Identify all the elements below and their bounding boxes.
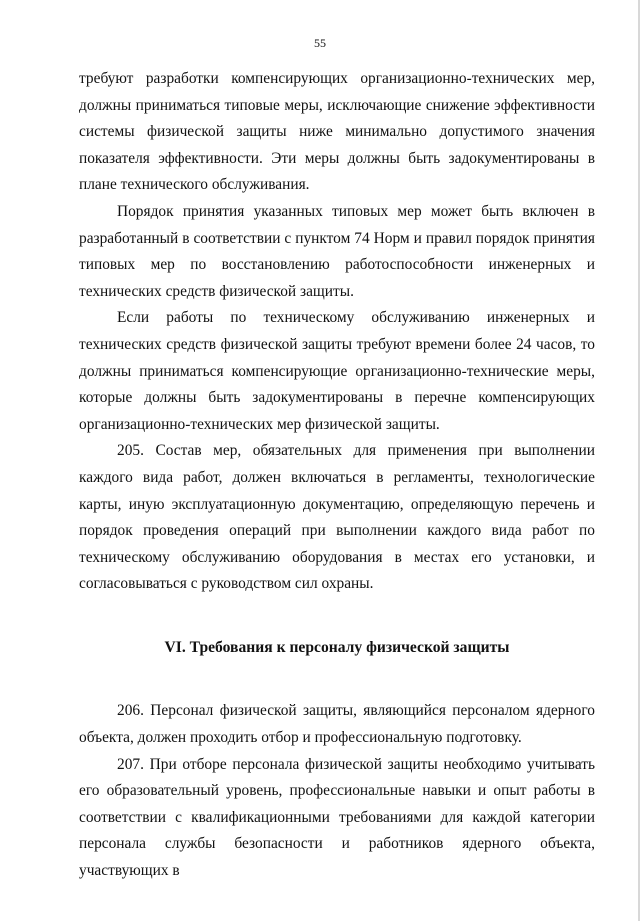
paragraph-continuation: требуют разработки компенсирующих организационно-технических мер, должны приниматься типовые меры, исключающие снижение эффективности системы физической защиты ниже минимально допустимого значения показателя эффективности. Эти меры должны быть задокументированы в плане технического обслуживания. [79,70,595,194]
paragraph-206: 206. Персонал физической защиты, являющийся персоналом ядерного объекта, должен проходить отбор и профессиональную подготовку. [79,702,595,747]
paragraph: Порядок принятия указанных типовых мер может быть включен в разработанный в соответствии с пунктом 74 Норм и правил порядок принятия типовых мер по восстановлению работоспособности инженерных и технических средств физической защиты. [79,202,595,300]
document-body [79,66,595,885]
paragraph-205: 205. Состав мер, обязательных для применения при выполнении каждого вида работ, должен включаться в регламенты, технологические карты, иную эксплуатационную документацию, определяющую перечень и порядок проведения операций при выполнении каждого вида работ по техническому обслуживанию оборудования в местах его установки, и согласовываться с руководством сил охраны. [79,442,595,593]
section-heading: VI. Требования к персоналу физической защиты [164,638,510,656]
paragraph: Если работы по техническому обслуживанию инженерных и технических средств физической защиты требуют времени более 24 часов, то должны приниматься компенсирующие организационно-технические меры, которые должны быть задокументированы в перечне компенсирующих организационно-технических мер физической защиты. [79,309,595,433]
paragraph-207: 207. При отборе персонала физической защиты необходимо учитывать его образовательный уровень, профессиональные навыки и опыт работы в соответствии с квалификационными требованиями для каждой категории персонала службы безопасности и работников ядерного объекта, участвующих в [79,755,595,880]
page-number: 55 [314,36,326,50]
